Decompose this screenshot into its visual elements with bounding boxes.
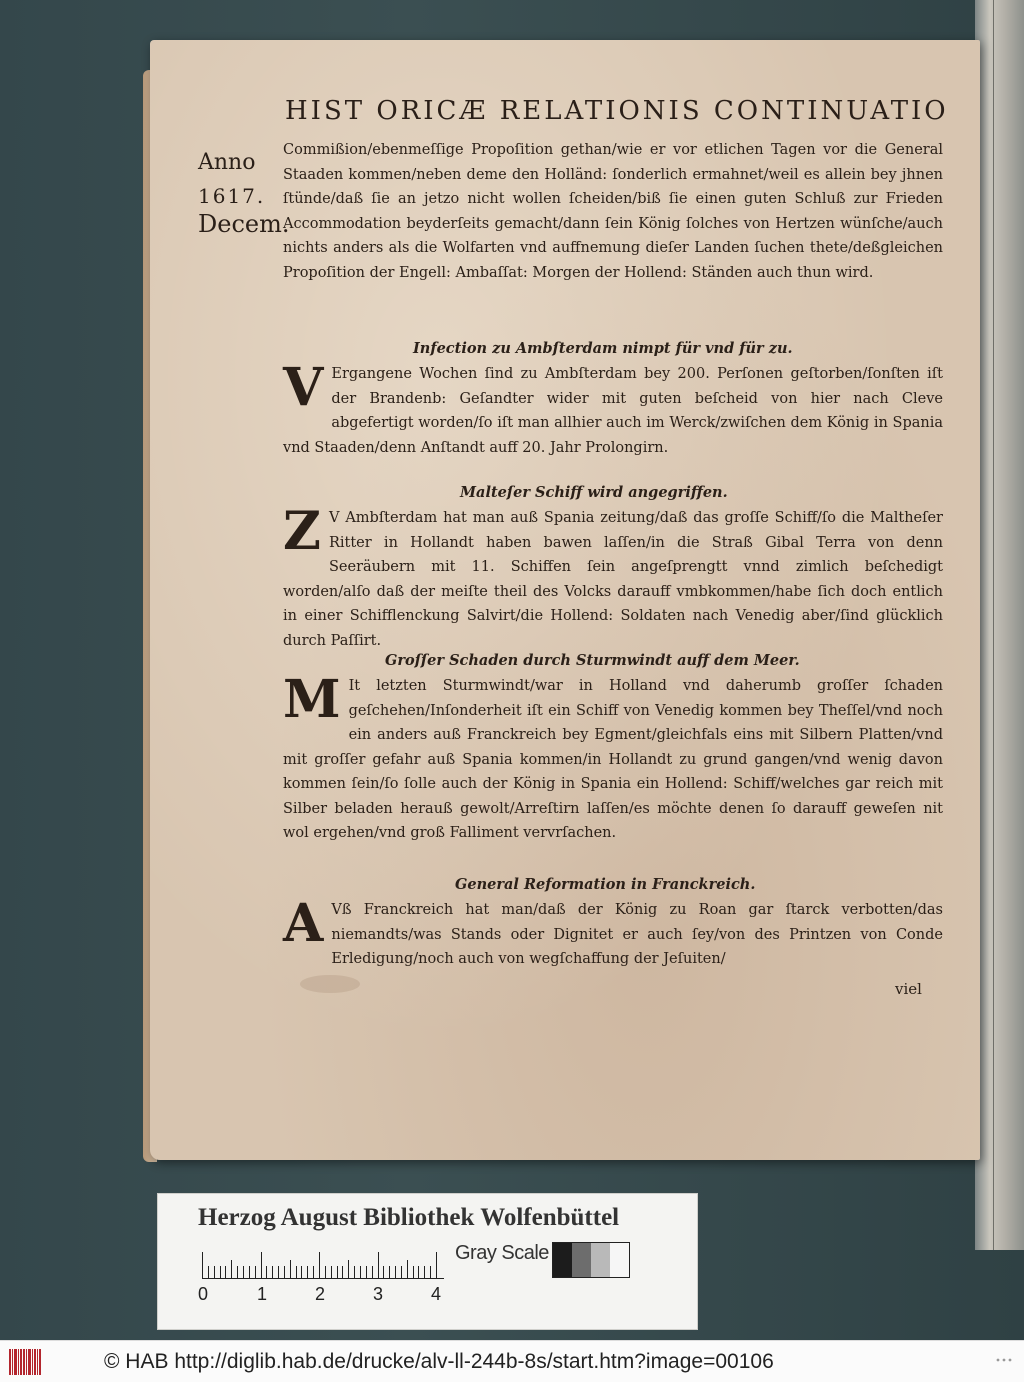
scale-number: 4: [431, 1284, 442, 1304]
ruler-tick: [301, 1266, 302, 1278]
ruler-tick: [395, 1266, 396, 1278]
paper-stain: [300, 975, 360, 993]
ruler-tick: [360, 1266, 361, 1278]
ruler-tick: [407, 1260, 408, 1278]
ruler-tick: [354, 1266, 355, 1278]
scale-number: 1: [257, 1284, 268, 1304]
ruler-tick: [261, 1252, 262, 1278]
section-heading-infection: Infection zu Ambſterdam nimpt für vnd für zu.: [413, 340, 793, 357]
gray-patch: [553, 1243, 572, 1277]
gray-patch: [591, 1243, 610, 1277]
copyright-url[interactable]: © HAB http://diglib.hab.de/drucke/alv-ll-244b-8s/start.htm?image=00106: [104, 1350, 774, 1373]
footer-bar: [0, 1340, 1024, 1382]
hab-barcode-logo-icon[interactable]: [8, 1347, 42, 1377]
section-heading-reformation: General Reformation in Franckreich.: [455, 876, 756, 893]
logo-bar: [18, 1349, 19, 1375]
ruler-tick: [319, 1252, 320, 1278]
ruler-tick: [290, 1260, 291, 1278]
logo-bar: [14, 1349, 17, 1375]
cm-ruler: [202, 1252, 444, 1279]
ruler-tick: [266, 1266, 267, 1278]
logo-bar: [12, 1349, 13, 1375]
logo-bar: [37, 1349, 38, 1375]
paragraph-maltese: [283, 501, 943, 653]
scale-number: 2: [315, 1284, 326, 1304]
logo-bar: [34, 1349, 36, 1375]
ruler-tick: [284, 1266, 285, 1278]
catchword: viel: [895, 980, 922, 998]
gray-scale-patches: [552, 1242, 630, 1278]
section-heading-maltese: Malteſer Schiff wird angegriffen.: [460, 484, 728, 501]
margin-anno: Anno: [198, 150, 256, 175]
running-header: HIST ORICÆ RELATIONIS CONTINUATIO: [285, 96, 949, 126]
ruler-tick: [436, 1252, 437, 1278]
ruler-tick: [366, 1266, 367, 1278]
ruler-tick: [430, 1266, 431, 1278]
margin-month: Decem.: [198, 210, 290, 238]
drop-cap: M: [283, 669, 341, 730]
paragraph-infection: [283, 357, 943, 460]
section-heading-storm: Groſſer Schaden durch Sturmwindt auff dem Meer.: [385, 652, 800, 669]
gray-patch: [572, 1243, 591, 1277]
ruler-tick: [337, 1266, 338, 1278]
paragraph-storm: [283, 669, 943, 846]
logo-bar: [28, 1349, 31, 1375]
gray-patch: [610, 1243, 629, 1277]
ruler-tick: [231, 1260, 232, 1278]
adjacent-pages-edge: [975, 0, 1024, 1250]
paragraph-text: Commißion/ebenmeſſige Propoſition gethan/wie er vor etlichen Tagen vor die General Staaden kommen/neben deme den Holländ: ſonderlich ermahnet/weil es allein bey jhnen ſtünde/daß ſie an jetzo nicht wollen ſcheiden/biß ſie einen guten Schluß zur Frieden Accommodation beyderſeits gemacht/dann ſein König ſolches von Hertzen wünſche/auch nichts anders als die Wolfarten vnd auffnemung dieſer Landen ſuchen thete/deßgleichen Propoſition der Engell: Ambaſſat: Morgen der Hollend: Ständen auch thun wird.: [283, 142, 943, 281]
ruler-tick: [378, 1252, 379, 1278]
ruler-tick: [220, 1266, 221, 1278]
ruler-tick: [272, 1266, 273, 1278]
scale-number: 3: [373, 1284, 384, 1304]
ruler-tick: [401, 1266, 402, 1278]
logo-bar: [32, 1349, 33, 1375]
ruler-tick: [237, 1266, 238, 1278]
paragraph-text: It letzten Sturmwindt/war in Holland vnd daherumb groſſer ſchaden geſchehen/Inſonderheit iſt ein Schiff von Venedig kommen bey Theſſel/vnd noch ein anders auß Franckreich bey Egment/gleichfals eins mit Silbern Platten/vnd mit groſſer gefahr auß Spania kommen/in Hollandt zu grund gangen/vnd wenig davon kommen ſein/ſo ſolle auch der König in Spania ein Hollend: Schiff/welches gar reich mit Silber beladen herauß gewolt/Arreſtirn laſſen/es möchte denen ſo darauff geweſen nit wol ergehen/vnd groß Falliment vervrſachen.: [283, 678, 943, 841]
color-calibration-card: [157, 1193, 698, 1330]
ruler-tick: [255, 1266, 256, 1278]
ruler-tick: [383, 1266, 384, 1278]
more-dots-icon[interactable]: [996, 1357, 1012, 1363]
ruler-tick: [313, 1266, 314, 1278]
library-name: Herzog August Bibliothek Wolfenbüttel: [198, 1204, 620, 1231]
ruler-tick: [249, 1266, 250, 1278]
ruler-tick: [214, 1266, 215, 1278]
ruler-tick: [243, 1266, 244, 1278]
ruler-tick: [296, 1266, 297, 1278]
ruler-tick: [325, 1266, 326, 1278]
ruler-tick: [418, 1266, 419, 1278]
gray-scale-label: Gray Scale: [455, 1242, 549, 1264]
drop-cap: Z: [283, 501, 321, 562]
logo-bar: [20, 1349, 22, 1375]
logo-bar: [9, 1349, 11, 1375]
scale-number: 0: [198, 1284, 209, 1304]
ruler-tick: [307, 1266, 308, 1278]
paragraph-reformation: [283, 893, 943, 972]
logo-bar: [23, 1349, 25, 1375]
paragraph-intro: [283, 138, 943, 338]
logo-bar: [39, 1349, 41, 1375]
ruler-tick: [389, 1266, 390, 1278]
ruler-tick: [413, 1266, 414, 1278]
paragraph-text: Ergangene Wochen ſind zu Ambſterdam bey 200. Perſonen geſtorben/ſonſten iſt der Brandenb: Geſandter wider mit guten beſcheid von hier nach Cleve abgefertigt worden/ſo iſt man allhier auch im Werck/zwiſchen dem König in Spania vnd Staaden/denn Anſtandt auff 20. Jahr Prolongirn.: [283, 366, 943, 456]
ruler-tick: [202, 1252, 203, 1278]
ruler-tick: [278, 1266, 279, 1278]
ruler-tick: [342, 1266, 343, 1278]
drop-cap: V: [283, 357, 324, 418]
drop-cap: A: [283, 893, 324, 954]
ruler-tick: [372, 1266, 373, 1278]
ruler-tick: [331, 1266, 332, 1278]
ruler-tick: [424, 1266, 425, 1278]
paragraph-text: V Ambſterdam hat man auß Spania zeitung/daß das groſſe Schiff/ſo die Maltheſer Ritter in Hollandt haben bawen laſſen/in die Straß Gibal Terra von denn Seeräubern mit 11. Schiffen ſein angeſprengtt vnnd zimlich beſchedigt worden/alſo daß der meiſte theil des Volcks darauff vmbkommen/habe ſich doch entlich in einer Schifflenckung Salvirt/die Hollend: Soldaten nach Venedig aber/ſind glücklich durch Paſſirt.: [283, 510, 943, 649]
ruler-tick: [225, 1266, 226, 1278]
paragraph-text: Vß Franckreich hat man/daß der König zu Roan gar ſtarck verbotten/das niemandts/was Stands oder Dignitet er auch ſey/von des Printzen von Conde Erledigung/noch auch von wegſchaffung der Jeſuiten/: [331, 902, 943, 967]
ruler-tick: [348, 1260, 349, 1278]
logo-bar: [26, 1349, 27, 1375]
margin-year: 1617.: [198, 184, 266, 208]
ruler-tick: [208, 1266, 209, 1278]
